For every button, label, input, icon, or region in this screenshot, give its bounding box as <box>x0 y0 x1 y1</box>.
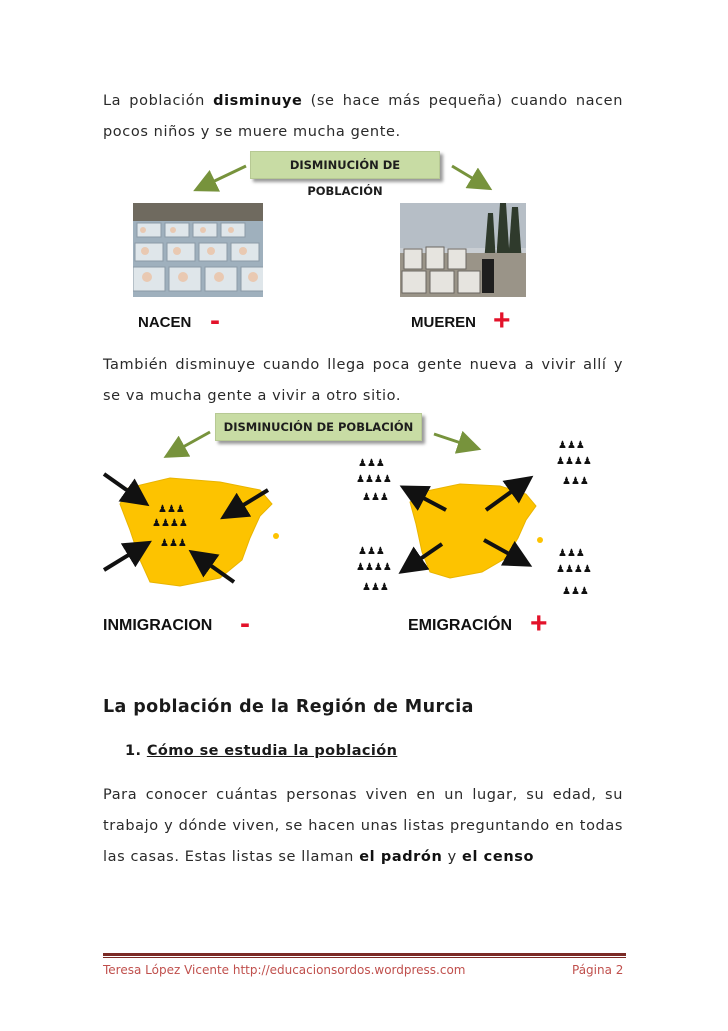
spain-map-emigration <box>350 440 610 610</box>
arrows-top <box>190 160 510 200</box>
svg-text:♟♟♟: ♟♟♟ <box>562 586 589 597</box>
plus-sign-emigracion: + <box>530 607 548 640</box>
plus-sign-mueren: + <box>493 304 511 337</box>
footer-author: Teresa López Vicente http://educacionsordos.wordpress.com <box>103 963 466 977</box>
section-title: La población de la Región de Murcia <box>103 697 474 717</box>
footer-page-number: Página 2 <box>572 963 624 977</box>
banner-disminucion-2: DISMINUCIÓN DE POBLACIÓN <box>215 413 422 441</box>
footer-rule-thin <box>103 957 626 958</box>
minus-sign-inmigracion: - <box>240 607 250 640</box>
paragraph-1 <box>103 86 623 148</box>
svg-text:♟♟♟♟: ♟♟♟♟ <box>152 518 188 529</box>
subsection-number: 1. <box>125 743 142 759</box>
svg-text:♟♟♟: ♟♟♟ <box>362 492 389 503</box>
svg-text:♟♟♟♟: ♟♟♟♟ <box>356 562 392 573</box>
subsection-title: Cómo se estudia la población <box>146 743 398 759</box>
svg-text:♟♟♟♟: ♟♟♟♟ <box>556 564 592 575</box>
svg-text:♟♟♟: ♟♟♟ <box>558 440 585 451</box>
banner-disminucion-1: DISMINUCIÓN DE POBLACIÓN <box>250 151 440 179</box>
svg-text:♟♟♟: ♟♟♟ <box>160 538 187 549</box>
svg-text:♟♟♟: ♟♟♟ <box>158 504 185 515</box>
padron-bold: el padrón <box>359 849 443 865</box>
green-arrow-right-icon <box>452 166 482 184</box>
subsection-heading <box>125 743 397 759</box>
svg-text:♟♟♟: ♟♟♟ <box>362 582 389 593</box>
label-nacen: NACEN <box>138 314 192 331</box>
label-emigracion: EMIGRACIÓN <box>408 617 512 634</box>
svg-text:♟♟♟: ♟♟♟ <box>562 476 589 487</box>
para3-connector: y <box>442 849 463 865</box>
green-arrow-left-icon <box>204 166 246 186</box>
svg-text:♟♟♟: ♟♟♟ <box>558 548 585 559</box>
svg-text:♟♟♟: ♟♟♟ <box>358 546 385 557</box>
footer-rule <box>103 953 626 956</box>
cemetery-image <box>400 203 526 297</box>
minus-sign-nacen: - <box>210 304 220 337</box>
nursery-babies-image <box>133 203 263 297</box>
svg-text:♟♟♟: ♟♟♟ <box>358 458 385 469</box>
green-arrow-left-icon <box>174 432 210 452</box>
svg-text:♟♟♟♟: ♟♟♟♟ <box>556 456 592 467</box>
label-mueren: MUEREN <box>411 314 477 331</box>
para1-bold-word: disminuye <box>213 93 303 109</box>
paragraph-2: También disminuye cuando llega poca gente nueva a vivir allí y se va mucha gente a vivir a otro sitio. <box>103 357 623 404</box>
paragraph-3 <box>103 780 623 873</box>
para1-text-start: La población <box>103 93 214 109</box>
svg-text:♟♟♟♟: ♟♟♟♟ <box>356 474 392 485</box>
label-inmigracion: INMIGRACION <box>103 617 213 634</box>
spain-map-immigration <box>100 460 290 600</box>
censo-bold: el censo <box>462 849 535 865</box>
para1-text-end: (se hace más pequeña) cuando nacen pocos niños y se muere mucha gente. <box>103 93 623 140</box>
para3-text: Para conocer cuántas personas viven en un lugar, su edad, su trabajo y dónde viven, se hacen unas listas preguntando en todas las casas. Estas listas se llaman <box>103 787 623 865</box>
